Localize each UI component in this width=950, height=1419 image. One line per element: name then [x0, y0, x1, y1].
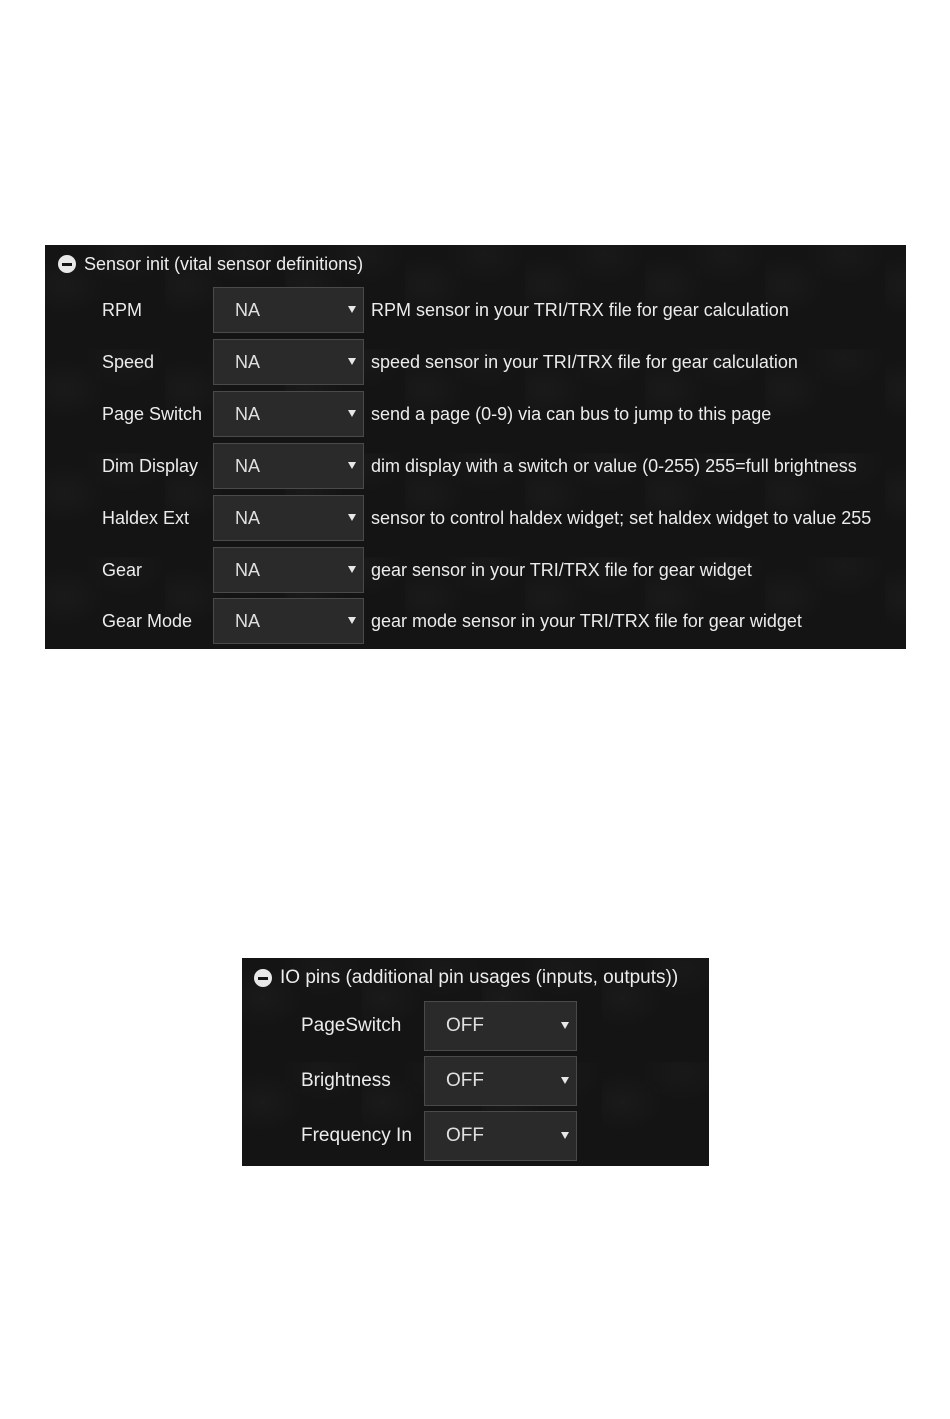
sensor-init-title: Sensor init (vital sensor definitions)	[84, 253, 364, 274]
sensor-row-rpm	[45, 287, 906, 333]
sensor-row-page-switch	[45, 391, 906, 437]
speed-select[interactable]	[213, 339, 364, 385]
select-value: NA	[235, 456, 261, 476]
select-value: OFF	[446, 1015, 484, 1036]
io-row-brightness	[242, 1056, 709, 1106]
caret-down-icon	[561, 1022, 569, 1029]
collapse-icon[interactable]	[58, 255, 76, 273]
sensor-row-dim-display	[45, 443, 906, 489]
sensor-init-header[interactable]	[58, 253, 363, 275]
caret-down-icon	[561, 1132, 569, 1139]
io-pins-header[interactable]	[254, 966, 678, 990]
caret-down-icon	[348, 358, 356, 365]
row-description: send a page (0-9) via can bus to jump to this page	[371, 404, 772, 424]
row-label: Brightness	[301, 1070, 391, 1091]
pageswitch-select[interactable]	[424, 1001, 577, 1051]
select-value: OFF	[446, 1125, 484, 1146]
row-label: Dim Display	[102, 456, 199, 476]
io-row-frequency-in	[242, 1111, 709, 1161]
select-value: NA	[235, 300, 261, 320]
select-value: OFF	[446, 1070, 484, 1091]
row-label: Haldex Ext	[102, 508, 190, 528]
row-description: dim display with a switch or value (0-255) 255=full brightness	[371, 456, 857, 476]
io-pins-title: IO pins (additional pin usages (inputs, outputs))	[280, 967, 679, 988]
gear-mode-select[interactable]	[213, 598, 364, 644]
dim-display-select[interactable]	[213, 443, 364, 489]
select-value: NA	[235, 560, 261, 580]
row-description: speed sensor in your TRI/TRX file for gear calculation	[371, 352, 798, 372]
row-label: Page Switch	[102, 404, 203, 424]
row-label: Gear	[102, 560, 143, 580]
caret-down-icon	[348, 410, 356, 417]
sensor-row-gear-mode	[45, 598, 906, 644]
select-value: NA	[235, 404, 261, 424]
row-label: PageSwitch	[301, 1015, 402, 1036]
row-label: RPM	[102, 300, 142, 320]
io-pins-panel	[242, 958, 709, 1166]
row-label: Speed	[102, 352, 155, 372]
io-row-pageswitch	[242, 1001, 709, 1051]
caret-down-icon	[561, 1077, 569, 1084]
page-switch-select[interactable]	[213, 391, 364, 437]
row-description: RPM sensor in your TRI/TRX file for gear calculation	[371, 300, 789, 320]
rpm-select[interactable]	[213, 287, 364, 333]
caret-down-icon	[348, 617, 356, 624]
collapse-icon[interactable]	[254, 969, 272, 987]
row-label: Frequency In	[301, 1125, 412, 1146]
row-description: gear sensor in your TRI/TRX file for gear widget	[371, 560, 752, 580]
caret-down-icon	[348, 566, 356, 573]
row-description: sensor to control haldex widget; set haldex widget to value 255	[371, 508, 872, 528]
sensor-row-gear	[45, 547, 906, 593]
gear-select[interactable]	[213, 547, 364, 593]
select-value: NA	[235, 508, 261, 528]
row-label: Gear Mode	[102, 611, 193, 631]
frequency-in-select[interactable]	[424, 1111, 577, 1161]
sensor-row-speed	[45, 339, 906, 385]
select-value: NA	[235, 611, 261, 631]
caret-down-icon	[348, 306, 356, 313]
select-value: NA	[235, 352, 261, 372]
row-description: gear mode sensor in your TRI/TRX file for gear widget	[371, 611, 802, 631]
caret-down-icon	[348, 462, 356, 469]
sensor-row-haldex-ext	[45, 495, 906, 541]
sensor-init-panel	[45, 245, 906, 649]
haldex-ext-select[interactable]	[213, 495, 364, 541]
caret-down-icon	[348, 514, 356, 521]
brightness-select[interactable]	[424, 1056, 577, 1106]
